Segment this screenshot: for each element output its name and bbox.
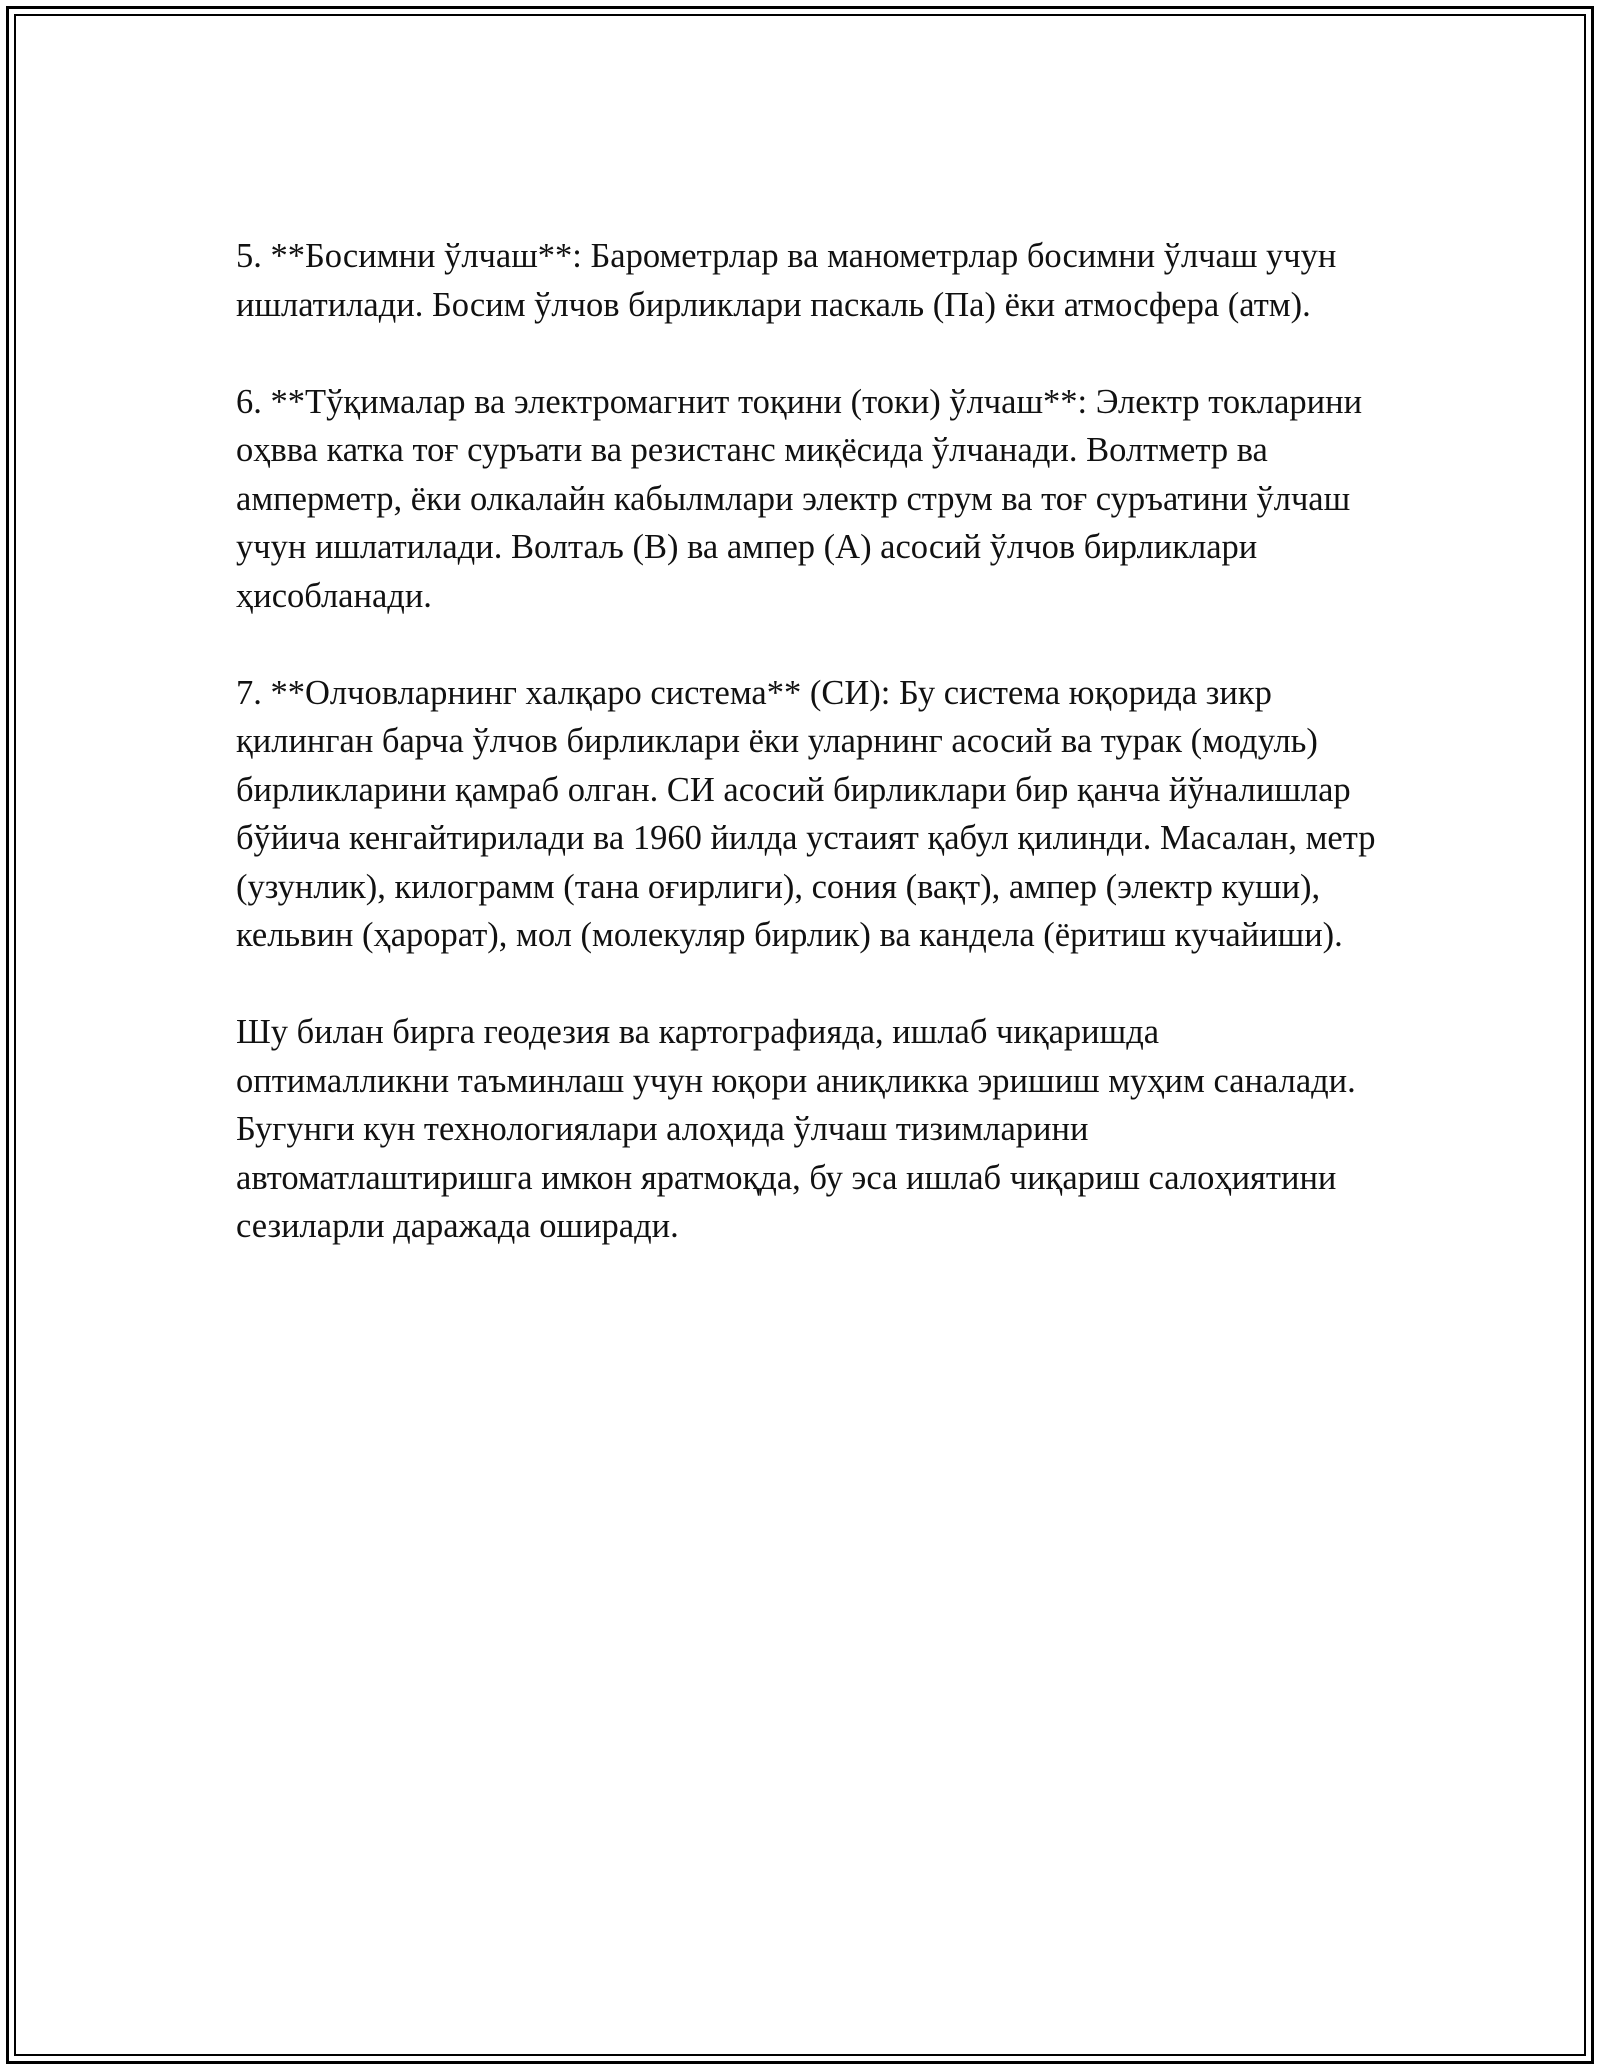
paragraph-conclusion: Шу билан бирга геодезия ва картографияда, ишлаб чиқаришда оптималликни таъминлаш учун юқори аниқликка эришиш муҳим саналади. Бугунги кун технологиялари алоҳида ўлчаш тизимларини автоматлаштиришга имкон яратмоқда, бу эса ишлаб чиқариш салоҳиятини сезиларли даражада оширади. <box>236 1013 1356 1245</box>
paragraph-si-system: 7. **Олчовларнинг халқаро система** (СИ): Бу система юқорида зикр қилинган барча ўлчов бирликлари ёки уларнинг асосий ва турак (модуль) бирликларини қамраб олган. СИ асосий бирликлари бир қанча йўналишлар бўйича кенгайтирилади ва 1960 йилда устаият қабул қилинди. Масалан, метр (узунлик), килограмм (тана оғирлиги), сония (вақт), ампер (электр куши), кельвин (ҳарорат), мол (молекуляр бирлик) ва кандела (ёритиш кучайиши). <box>236 673 1376 954</box>
paragraph-pressure-measurement: 5. **Босимни ўлчаш**: Барометрлар ва манометрлар босимни ўлчаш учун ишлатилади. Босим ўлчов бирликлари паскаль (Па) ёки атмосфера (атм). <box>236 237 1337 324</box>
document-body <box>236 232 1376 1251</box>
paragraph-electric-current-measurement: 6. **Тўқималар ва электромагнит тоқини (токи) ўлчаш**: Электр токларини оҳвва катка тоғ суръати ва резистанс миқёсида ўлчанади. Волтметр ва амперметр, ёки олкалайн кабылмлари электр струм ва тоғ суръатини ўлчаш учун ишлатилади. Волтаљ (В) ва ампер (А) асосий ўлчов бирликлари ҳисобланади. <box>236 382 1363 615</box>
